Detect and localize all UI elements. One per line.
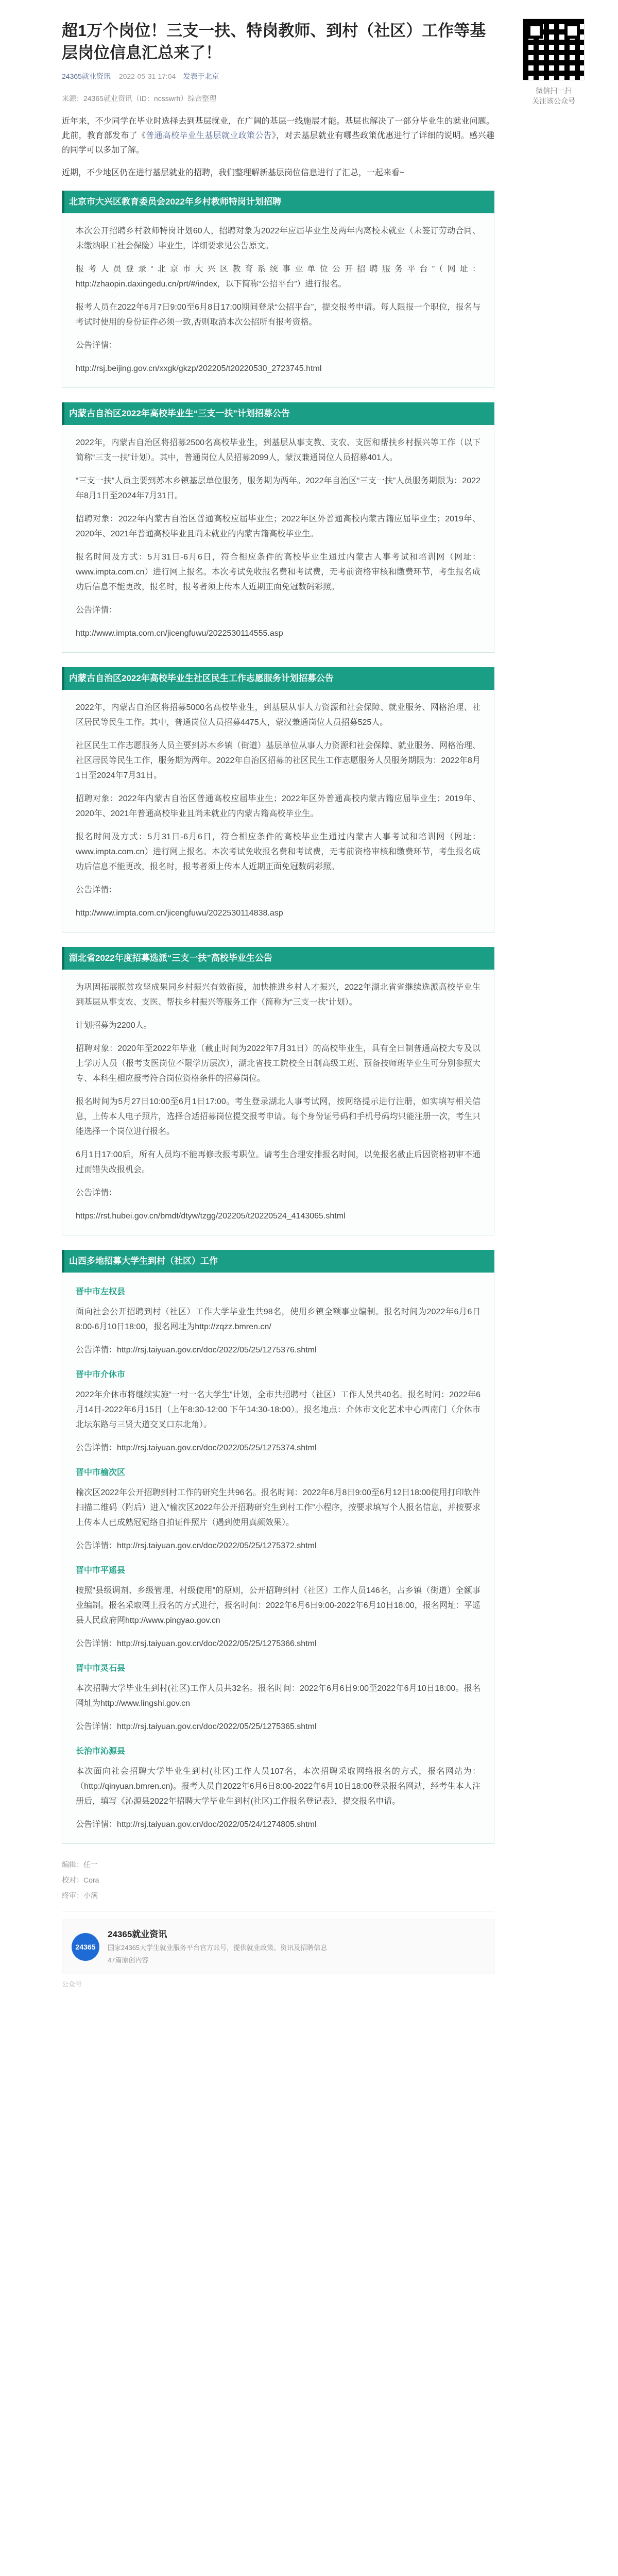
- announcement-url[interactable]: http://rsj.taiyuan.gov.cn/doc/2022/05/25/1275376.shtml: [117, 1346, 317, 1354]
- publish-date: 2022-05-31 17:04: [118, 72, 176, 80]
- intro-paragraph-2: 近期，不少地区仍在进行基层就业的招聘，我们整理解新基层岗位信息进行了汇总，一起来看~: [62, 168, 405, 177]
- account-card[interactable]: [62, 1920, 494, 1974]
- qr-code: [523, 19, 585, 80]
- account-desc: 国家24365大学生就业服务平台官方账号，提供就业政策、资讯及招聘信息: [108, 1944, 328, 1952]
- paragraph: 为巩固拓展脱贫攻坚成果同乡村振兴有效衔接，加快推进乡村人才振兴，2022年湖北省省继续选派高校毕业生到基层从事支农、支医、帮扶乡村振兴等服务工作（简称为“三支一扶”计划）。: [76, 983, 480, 1007]
- paragraph: 本次招聘大学毕业生到村(社区)工作人员共32名。报名时间：2022年6月6日9:00至2022年6月10日18:00。报名网址为http://www.lingshi.gov.cn: [76, 1684, 480, 1708]
- paragraph: 报考人员登录“北京市大兴区教育系统事业单位公开招聘服务平台”（网址：http://zhaopin.daxingedu.cn/prt/#/index，以下简称“公招平台”）进行报名。: [76, 265, 480, 289]
- meta-location: 发表于北京: [183, 72, 219, 80]
- announcement-url[interactable]: http://rsj.taiyuan.gov.cn/doc/2022/05/25/1275365.shtml: [117, 1722, 317, 1731]
- account-logo: 24365: [72, 1933, 99, 1961]
- proofread-credit: 校对：Cora: [62, 1876, 99, 1884]
- paragraph: 报名时间为5月27日10:00至6月1日17:00。考生登录湖北人事考试网，按网络提示进行注册，如实填写相关信息，上传本人电子照片，选择合适招募岗位提交报考申请。每个身份证号码和手机号码均只能注册一次，考生只能选择一个岗位进行报名。: [76, 1097, 480, 1136]
- article-meta: [62, 71, 494, 81]
- section-header: 内蒙古自治区2022年高校毕业生“三支一扶”计划招募公告: [62, 402, 494, 425]
- paragraph: 公告详情：: [76, 1189, 117, 1197]
- paragraph: 公告详情：: [76, 606, 117, 615]
- paragraph: [76, 1538, 480, 1553]
- paragraph: 榆次区2022年公开招聘到村工作的研究生共96名。报名时间：2022年6月8日9:00至6月12日18:00使用打印软件扫描二维码（附后）进入“榆次区2022年公开招聘研究生到村工作”小程序，按要求填写个人报名信息，并按要求上传本人已成熟冠冠络自拍证件照片（遇到使用真颜效果）。: [76, 1488, 480, 1527]
- paragraph: 招聘对象：2022年内蒙古自治区普通高校应届毕业生；2022年区外普通高校内蒙古籍应届毕业生；2019年、2020年、2021年普通高校毕业且尚未就业的内蒙古籍高校毕业生。: [76, 515, 480, 538]
- sub-title-qinyuan: 长治市沁源县: [76, 1747, 126, 1756]
- qr-box: [515, 19, 592, 106]
- announcement-url[interactable]: http://rsj.taiyuan.gov.cn/doc/2022/05/25/1275374.shtml: [117, 1444, 317, 1452]
- source-line: 来源：24365就业资讯（ID：ncsswrh）综合整理: [62, 94, 217, 103]
- account-name: 24365就业资讯: [108, 1929, 167, 1939]
- announcement-url[interactable]: http://www.impta.com.cn/jicengfuwu/2022530114838.asp: [76, 909, 283, 918]
- section-header: 北京市大兴区教育委员会2022年乡村教师特岗计划招聘: [62, 191, 494, 213]
- section-beijing: [62, 191, 494, 388]
- article-title: 超1万个岗位！三支一扶、特岗教师、到村（社区）工作等基层岗位信息汇总来了！: [62, 22, 486, 62]
- section-header: 山西多地招募大学生到村（社区）工作: [62, 1250, 494, 1273]
- paragraph: 计划招募为2200人。: [76, 1021, 152, 1030]
- section-body: [62, 690, 494, 933]
- account-type: 公众号: [62, 1980, 82, 1988]
- announcement-url[interactable]: http://rsj.beijing.gov.cn/xxgk/gkzp/202205/t20220530_2723745.html: [76, 364, 322, 373]
- paragraph: 公告详情：: [76, 341, 117, 350]
- paragraph: 按照“县级调剂、乡级管理、村级使用”的原则，公开招聘到村（社区）工作人员146名，占乡镇（街道）全额事业编制。报名采取网上报名的方式进行，报名时间：2022年6月6日9:00-2022年6月10日18:00，报名网址：平遥县人民政府网http://www.pingyao.gov.cn: [76, 1586, 480, 1625]
- paragraph: 报考人员在2022年6月7日9:00至6月8日17:00期间登录“公招平台”，提交报考申请。每人限报一个职位，报名与考试时使用的身份证件必须一致,否则取消本次公招所有报考资格。: [76, 303, 480, 327]
- paragraph: 2022年，内蒙古自治区将招募2500名高校毕业生，到基层从事支教、支农、支医和帮扶乡村振兴等工作（以下简称“三支一扶”计划）。其中，普通岗位人员招募2099人，蒙汉兼通岗位人员招募401人。: [76, 438, 480, 462]
- announcement-url[interactable]: https://rst.hubei.gov.cn/bmdt/dtyw/tzgg/202205/t20220524_4143065.shtml: [76, 1212, 346, 1221]
- detail-label: 公告详情：: [76, 1820, 117, 1829]
- section-body: [62, 1273, 494, 1844]
- paragraph: 本次公开招聘乡村教师特岗计划60人，招聘对象为2022年应届毕业生及两年内离校未就业（未签订劳动合同、未缴纳职工社会保险）毕业生，详细要求见公告原文。: [76, 227, 480, 250]
- section-neimenggu-sanzhiyifu: [62, 402, 494, 653]
- paragraph: 社区民生工作志愿服务人员主要到苏木乡镇（街道）基层单位从事人力资源和社会保障、就业服务、网格治理、社区居民等民生工作，服务期为两年。2022年自治区招募的社区民生工作志愿服务人员服务期限为：2022年8月1日至2024年7月31日。: [76, 741, 480, 780]
- section-neimenggu-shequ: [62, 667, 494, 933]
- account-info: [108, 1928, 327, 1965]
- paragraph: 2022年，内蒙古自治区将招募5000名高校毕业生，到基层从事人力资源和社会保障、就业服务、网格治理、社区居民等民生工作。其中，普通岗位人员招募4475人，蒙汉兼通岗位人员招募525人。: [76, 703, 480, 727]
- detail-label: 公告详情：: [76, 1444, 117, 1452]
- intro-paragraph-1: [62, 114, 494, 158]
- policy-link[interactable]: 普通高校毕业生基层就业政策公告: [146, 131, 272, 140]
- paragraph: 报名时间及方式：5月31日-6月6日，符合相应条件的高校毕业生通过内蒙古人事考试和培训网（网址：www.impta.com.cn）进行网上报名。本次考试免收报名费和考试费，无考前资格审核和缴费环节，考生报名成功后信息不能更改，报名时，报考者须上传本人近期正面免冠数码彩照。: [76, 833, 480, 871]
- detail-label: 公告详情：: [76, 1346, 117, 1354]
- review-credit: 终审：小满: [62, 1891, 98, 1900]
- paragraph: 本次面向社会招聘大学毕业生到村(社区)工作人员107名，本次招聘采取网络报名的方式，报名网站为：（http://qinyuan.bmren.cn)。报考人员自2022年6月6日8:00-2022年6月10日18:00登录报名网站，经考生本人注册后，填写《沁源县2022年招聘大学毕业生到村(社区)工作报名登记表》，提交报名申请。: [76, 1767, 480, 1806]
- announcement-url[interactable]: http://rsj.taiyuan.gov.cn/doc/2022/05/24/1274805.shtml: [117, 1820, 317, 1829]
- paragraph: [76, 1343, 480, 1358]
- paragraph: [76, 1440, 480, 1455]
- paragraph: 报名时间及方式：5月31日-6月6日，符合相应条件的高校毕业生通过内蒙古人事考试和培训网（网址：www.impta.com.cn）进行网上报名。本次考试免收报名费和考试费，无考前资格审核和缴费环节，考生报名成功后信息不能更改，报名时，报考者须上传本人近期正面免冠数码彩照。: [76, 553, 480, 591]
- paragraph: [76, 1719, 480, 1734]
- section-body: [62, 970, 494, 1235]
- qr-caption-line1: 微信扫一扫: [536, 87, 572, 95]
- sub-title-pingyao: 晋中市平遥县: [76, 1566, 126, 1575]
- announcement-url[interactable]: http://rsj.taiyuan.gov.cn/doc/2022/05/25/1275372.shtml: [117, 1541, 317, 1550]
- qr-caption-line2: 关注该公众号: [532, 97, 575, 105]
- detail-label: 公告详情：: [76, 1541, 117, 1550]
- account-desc-2: 47篇原创内容: [108, 1956, 149, 1964]
- section-header: 内蒙古自治区2022年高校毕业生社区民生工作志愿服务计划招募公告: [62, 667, 494, 690]
- paragraph: 2022年介休市将继续实施“一村一名大学生”计划，全市共招聘村（社区）工作人员共40名。报名时间：2022年6月14日-2022年6月15日（上午8:30-12:00 下午14:30-18:00）。报名地点：介休市文化艺术中心西南门（介休市北坛东路与三贤大道交叉口东北角）。: [76, 1391, 480, 1429]
- section-body: [62, 213, 494, 388]
- paragraph: 公告详情：: [76, 886, 117, 894]
- section-body: [62, 425, 494, 653]
- sub-title-jiexiu: 晋中市介休市: [76, 1370, 126, 1379]
- detail-label: 公告详情：: [76, 1722, 117, 1731]
- announcement-url[interactable]: http://www.impta.com.cn/jicengfuwu/2022530114555.asp: [76, 629, 283, 638]
- footer-credits: [62, 1858, 494, 1902]
- paragraph: [76, 1817, 480, 1832]
- paragraph: “三支一扶”人员主要到苏木乡镇基层单位服务，服务期为两年。2022年自治区“三支一扶”人员服务期限为：2022年8月1日至2024年7月31日。: [76, 477, 480, 500]
- section-shanxi: [62, 1250, 494, 1844]
- paragraph: 招聘对象：2022年内蒙古自治区普通高校应届毕业生；2022年区外普通高校内蒙古籍应届毕业生；2019年、2020年、2021年普通高校毕业且尚未就业的内蒙古籍高校毕业生。: [76, 794, 480, 818]
- announcement-url[interactable]: http://rsj.taiyuan.gov.cn/doc/2022/05/25/1275366.shtml: [117, 1639, 317, 1648]
- sub-title-zuoquan: 晋中市左权县: [76, 1287, 126, 1296]
- intro-text-b: 》，对去基层就业有哪些政策优惠进行了详细的说明。感兴趣的同学可以多加了解。: [62, 131, 494, 155]
- paragraph: 面向社会公开招聘到村（社区）工作大学毕业生共98名，使用乡镇全额事业编制。报名时间为2022年6月6日8:00-6月10日18:00，报名网址为http://zqzz.bmren.cn/: [76, 1308, 480, 1331]
- paragraph: [76, 1636, 480, 1651]
- qr-caption: [515, 86, 592, 106]
- editor-credit: 编辑：任一: [62, 1860, 98, 1869]
- account-link[interactable]: 24365就业资讯: [62, 72, 111, 80]
- intro: [62, 114, 494, 180]
- sub-title-yuci: 晋中市榆次区: [76, 1468, 126, 1477]
- paragraph: 招聘对象：2020年至2022年毕业（截止时间为2022年7月31日）的高校毕业生，具有全日制普通高校大专及以上学历人员（报考支医岗位不限学历层次），湖北省技工院校全日制高级工班、预备技师班毕业生可分别参照大专、本科生相应报考符合岗位资格条件的招募岗位。: [76, 1044, 480, 1083]
- detail-label: 公告详情：: [76, 1639, 117, 1648]
- intro-text-a: 近年来，不少同学在毕业时选择去到基层就业，在广阔的基层一线施展才能。基层也解决了一部分毕业生的就业问题。此前，教育部发布了《: [62, 117, 494, 140]
- sub-title-lingshi: 晋中市灵石县: [76, 1664, 126, 1673]
- article-page: [62, 0, 494, 2576]
- section-header: 湖北省2022年度招募选派“三支一扶”高校毕业生公告: [62, 947, 494, 970]
- paragraph: 6月1日17:00后，所有人员均不能再修改报考职位。请考生合理安排报名时间，以免报名截止后因资格初审不通过而错失改报机会。: [76, 1150, 480, 1174]
- section-hubei: [62, 947, 494, 1235]
